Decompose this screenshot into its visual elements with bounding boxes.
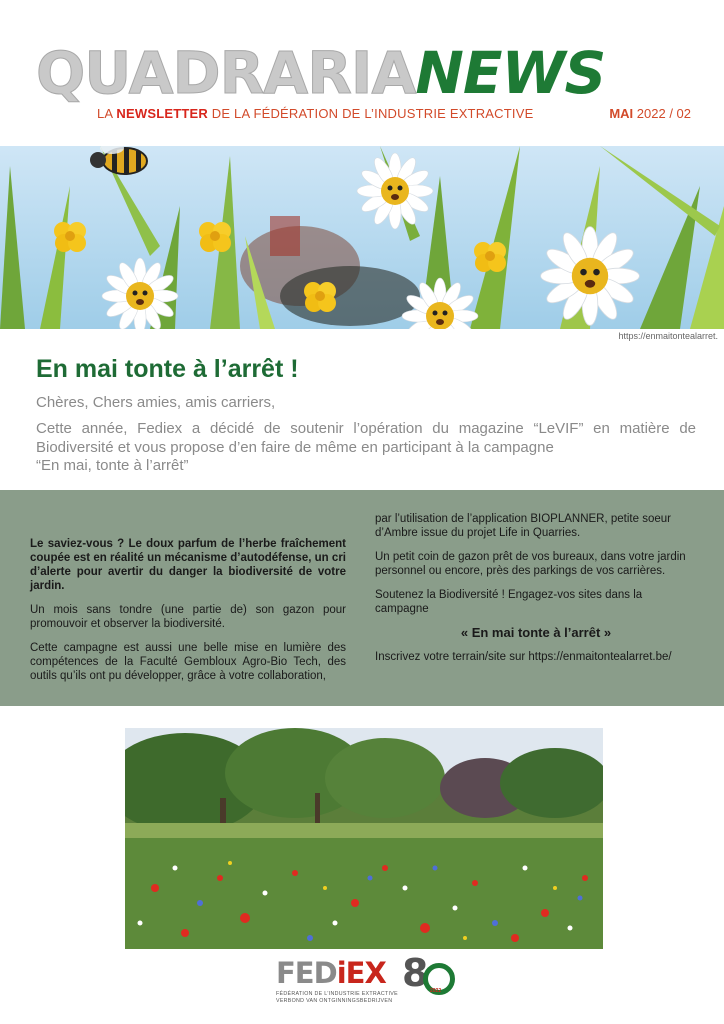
newsletter-title [36,39,606,107]
panel-paragraph: par l’utilisation de l’application BIOPLANNER, petite soeur d’Ambre issue du projet Life in Quarries. [375,513,671,539]
meadow-photo [125,728,603,949]
logo-anniversary-eight: 8 [402,951,429,995]
campaign-name: « En mai tonte à l’arrêt » [460,625,612,640]
fediex-logo [276,951,452,1007]
logo-word-a: FED [276,956,337,990]
register-link-text[interactable]: Inscrivez votre terrain/site sur https://enmaitontealarret.be/ [375,651,672,663]
panel-left-column [30,537,346,693]
masthead [0,40,724,120]
image-credit: https://enmaitontealarret. [618,331,718,341]
logo-wordmark [276,957,386,989]
panel-paragraph: Soutenez la Biodiversité ! Engagez-vos sites dans la campagne [375,589,643,615]
panel-right-column [375,512,697,674]
meadow-image [125,728,603,949]
tagline-bold: NEWSLETTER [116,106,208,121]
panel-paragraph: Le saviez-vous ? Le doux parfum de l’herbe fraîchement coupée est en réalité un mécanisme d’autodéfense, un cri d’alerte pour avertir du danger la biodiversité de votre jardin. [30,538,346,592]
tagline-post: DE LA FÉDÉRATION DE L’INDUSTRIE EXTRACTIVE [207,106,534,121]
hero-flowers-image [0,146,724,329]
info-panel [0,490,724,706]
hero-illustration [0,146,724,329]
article-campaign-quote: “En mai, tonte à l’arrêt” [36,457,189,474]
article-intro: Cette année, Fediex a décidé de soutenir l’opération du magazine “LeVIF” en matière de Biodiversité et vous propose d’en faire de même en participant à la campagne [36,420,696,456]
issue-month: MAI [609,106,634,121]
logo-word-b: iEX [336,956,386,990]
logo-year: 2022 [430,988,442,994]
issue-number [609,106,691,121]
logo-line-fr: FÉDÉRATION DE L’INDUSTRIE EXTRACTIVE [276,991,398,997]
panel-paragraph: Cette campagne est aussi une belle mise en lumière des compétences de la Faculté Gembloux Agro-Bio Tech, des outils qu’ils ont pu développer, grâce à votre collaboration, [30,642,346,682]
title-news: NEWS [415,39,606,107]
logo-line-nl: VERBOND VAN ONTGINNINGSBEDRIJVEN [276,998,393,1004]
tagline [97,106,533,121]
tagline-pre: LA [97,106,117,121]
panel-paragraph: Un mois sans tondre (une partie de) son gazon pour promouvoir et observer la biodiversité. [30,604,346,630]
article-greeting: Chères, Chers amies, amis carriers, [36,394,276,411]
article-headline: En mai tonte à l’arrêt ! [36,355,299,383]
issue-year: 2022 / 02 [633,106,691,121]
title-quadraria: QUADRARIA [36,39,416,107]
panel-paragraph: Un petit coin de gazon prêt de vos bureaux, dans votre jardin personnel ou encore, près des parkings de vos carrières. [375,551,686,577]
